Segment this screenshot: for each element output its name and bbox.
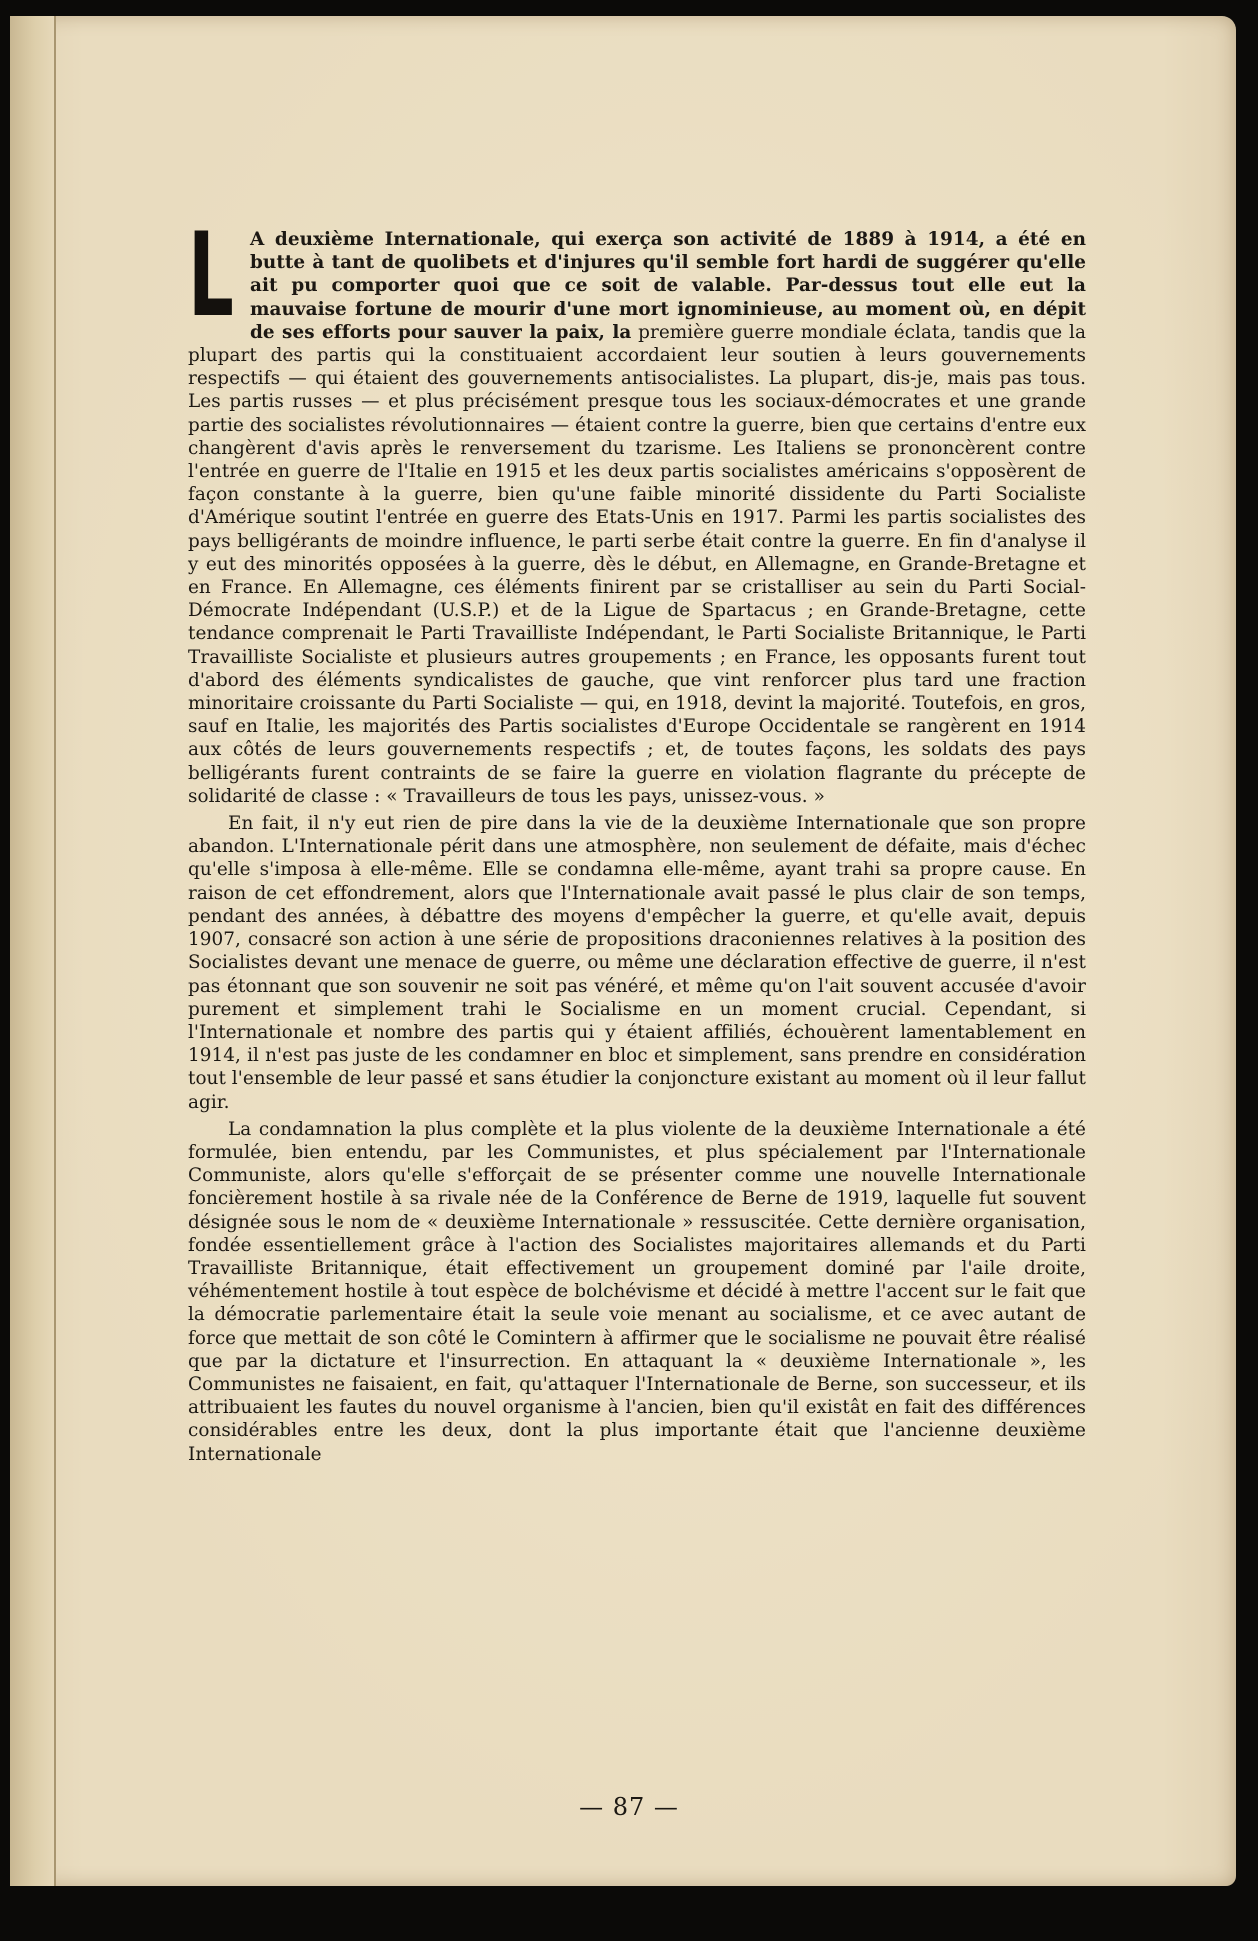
opening-paragraph xyxy=(188,208,1086,808)
opening-paragraph-bold-lead: A deuxième Internationale, qui exerça son activité de 1889 à 1914, a été en butte à tant de quolibets et d'injures qu'il semble fort hardi de suggérer qu'elle ait pu comporter quoi que ce soit de valable. Par-dessus tout elle eut la mauvaise fortune de mourir d'une mort ignominieuse, au moment où, en dépit de ses efforts pour sauver la paix, la xyxy=(250,229,1086,343)
page-body xyxy=(188,208,1086,1470)
body-paragraph-3: La condamnation la plus complète et la plus violente de la deuxième Internationale a été formulée, bien entendu, par les Communistes, et plus spécialement par l'Internationale Communiste, alors qu'elle s'efforçait de se présenter comme une nouvelle Internationale foncièrement hostile à sa rivale née de la Conférence de Berne de 1919, laquelle fut souvent désignée sous le nom de « deuxième Internationale » ressuscitée. Cette dernière organisation, fondée essentiellement grâce à l'action des Socialistes majoritaires allemands et du Parti Travailliste Britannique, était effectivement un groupement dominé par l'aile droite, véhémentement hostile à tout espèce de bolchévisme et décidé à mettre l'accent sur le fait que la démocratie parlementaire était la seule voie menant au socialisme, et ce avec autant de force que mettait de son côté le Comintern à affirmer que le socialisme ne pouvait être réalisé que par la dictature et l'insurrection. En attaquant la « deuxième Internationale », les Communistes ne faisaient, en fait, qu'attaquer l'Internationale de Berne, son successeur, et ils attribuaient les fautes du nouvel organisme à l'ancien, bien qu'il existât en fait des différences considérables entre les deux, dont la plus importante était que l'ancienne deuxième Internationale xyxy=(188,1118,1086,1465)
drop-cap: L xyxy=(188,208,234,343)
body-paragraph-2: En fait, il n'y eut rien de pire dans la vie de la deuxième Internationale que son propre abandon. L'Internationale périt dans une atmosphère, non seulement de défaite, mais d'échec qu'elle s'imposa à elle-même. Elle se condamna elle-même, ayant trahi sa propre cause. En raison de cet effondrement, alors que l'Internationale avait passé le plus clair de son temps, pendant des années, à débattre des moyens d'empêcher la guerre, et qu'elle avait, depuis 1907, consacré son action à une série de propositions draconiennes relatives à la position des Socialistes devant une menace de guerre, ou même une déclaration effective de guerre, il n'est pas étonnant que son souvenir ne soit pas vénéré, et même qu'on l'ait souvent accusée d'avoir purement et simplement trahi le Socialisme en un moment crucial. Cependant, si l'Internationale et nombre des partis qui y étaient affiliés, échouèrent lamentablement en 1914, il n'est pas juste de les condamner en bloc et simplement, sans prendre en considération tout l'ensemble de leur passé et sans étudier la conjoncture existant au moment où il leur fallut agir. xyxy=(188,813,1086,1113)
opening-paragraph-rest: première guerre mondiale éclata, tandis que la plupart des partis qui la constituaient accordaient leur soutien à leurs gouvernements respectifs — qui étaient des gouvernements antisocialistes. La plupart, dis-je, mais pas tous. Les partis russes — et plus précisément presque tous les sociaux-démocrates et une grande partie des socialistes révolutionnaires — étaient contre la guerre, bien que certains d'entre eux changèrent d'avis après le renversement du tzarisme. Les Italiens se prononcèrent contre l'entrée en guerre de l'Italie en 1915 et les deux partis socialistes américains s'opposèrent de façon constante à la guerre, bien qu'une faible minorité dissidente du Parti Socialiste d'Amérique soutint l'entrée en guerre des Etats-Unis en 1917. Parmi les partis socialistes des pays belligérants de moindre influence, le parti serbe était contre la guerre. En fin d'analyse il y eut des minorités opposées à la guerre, dès le début, en Allemagne, en Grande-Bretagne et en France. En Allemagne, ces éléments finirent par se cristalliser au sein du Parti Social-Démocrate Indépendant (U.S.P.) et de la Ligue de Spartacus ; en Grande-Bretagne, cette tendance comprenait le Parti Travailliste Indépendant, le Parti Socialiste Britannique, le Parti Travailliste Socialiste et plusieurs autres groupements ; en France, les opposants furent tout d'abord des éléments syndicalistes de gauche, que vint renforcer plus tard une fraction minoritaire croissante du Parti Socialiste — qui, en 1918, devint la majorité. Toutefois, en gros, sauf en Italie, les majorités des Partis socialistes d'Europe Occidentale se rangèrent en 1914 aux côtés de leurs gouvernements respectifs ; et, de toutes façons, les soldats des pays belligérants furent contraints de se faire la guerre en violation flagrante du précepte de solidarité de classe : « Travailleurs de tous les pays, unissez-vous. » xyxy=(188,321,1086,807)
page-number: — 87 — xyxy=(579,1793,679,1821)
page-gutter xyxy=(10,16,56,1886)
